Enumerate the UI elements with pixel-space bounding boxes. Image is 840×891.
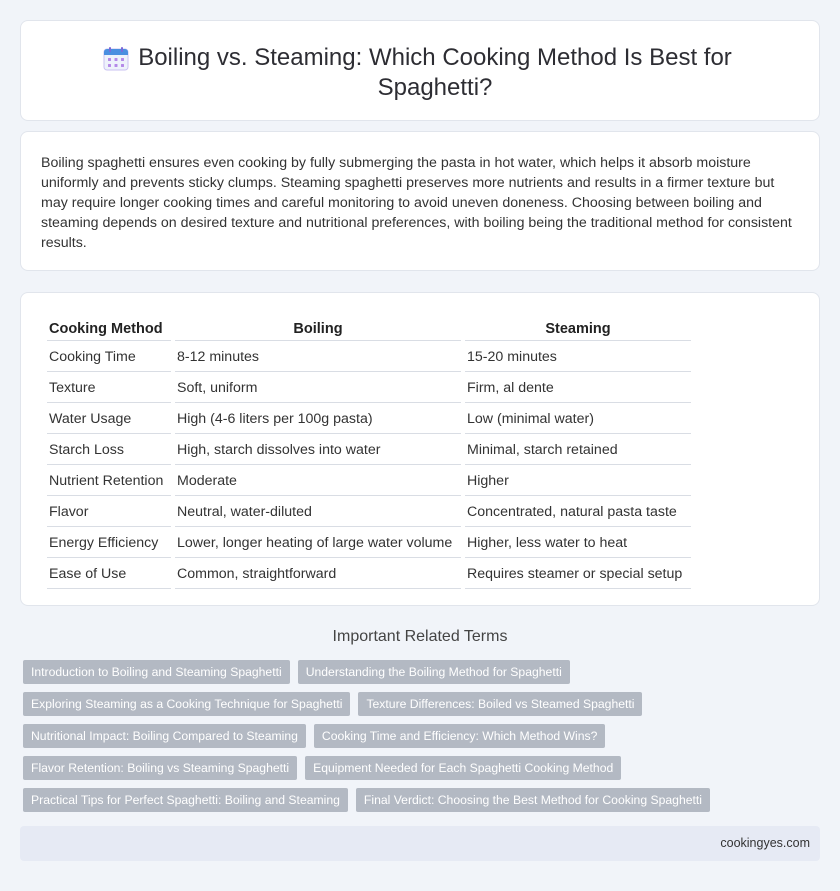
title-card bbox=[20, 20, 820, 121]
related-term-tag[interactable]: Cooking Time and Efficiency: Which Method Wins? bbox=[314, 724, 605, 748]
table-cell: Minimal, starch retained bbox=[465, 436, 691, 465]
summary-card bbox=[20, 131, 820, 271]
table-header-method: Cooking Method bbox=[47, 317, 171, 341]
table-cell: 15-20 minutes bbox=[465, 343, 691, 372]
table-cell: Texture bbox=[47, 374, 171, 403]
related-term-tag[interactable]: Final Verdict: Choosing the Best Method for Cooking Spaghetti bbox=[356, 788, 710, 812]
table-cell: Starch Loss bbox=[47, 436, 171, 465]
related-term-tag[interactable]: Texture Differences: Boiled vs Steamed Spaghetti bbox=[358, 692, 642, 716]
table-cell: Higher, less water to heat bbox=[465, 529, 691, 558]
related-term-tag[interactable]: Introduction to Boiling and Steaming Spaghetti bbox=[23, 660, 290, 684]
table-cell: Water Usage bbox=[47, 405, 171, 434]
related-term-tag[interactable]: Flavor Retention: Boiling vs Steaming Spaghetti bbox=[23, 756, 297, 780]
table-cell: 8-12 minutes bbox=[175, 343, 461, 372]
related-term-tag[interactable]: Understanding the Boiling Method for Spaghetti bbox=[298, 660, 570, 684]
table-row bbox=[47, 374, 691, 403]
table-cell: Lower, longer heating of large water volume bbox=[175, 529, 461, 558]
table-row bbox=[47, 436, 691, 465]
related-term-tag[interactable]: Exploring Steaming as a Cooking Technique for Spaghetti bbox=[23, 692, 350, 716]
table-cell: Low (minimal water) bbox=[465, 405, 691, 434]
table-cell: Moderate bbox=[175, 467, 461, 496]
page-title: Boiling vs. Steaming: Which Cooking Method Is Best for Spaghetti? bbox=[138, 44, 732, 101]
comparison-table-card bbox=[20, 292, 820, 606]
table-cell: Concentrated, natural pasta taste bbox=[465, 498, 691, 527]
table-header-row bbox=[47, 317, 691, 341]
table-cell: Soft, uniform bbox=[175, 374, 461, 403]
related-term-tag[interactable]: Equipment Needed for Each Spaghetti Cooking Method bbox=[305, 756, 621, 780]
table-cell: High (4-6 liters per 100g pasta) bbox=[175, 405, 461, 434]
comparison-table bbox=[43, 315, 695, 591]
table-row bbox=[47, 560, 691, 589]
table-cell: High, starch dissolves into water bbox=[175, 436, 461, 465]
table-cell: Nutrient Retention bbox=[47, 467, 171, 496]
table-cell: Common, straightforward bbox=[175, 560, 461, 589]
table-cell: Flavor bbox=[47, 498, 171, 527]
summary-text: Boiling spaghetti ensures even cooking by fully submerging the pasta in hot water, which helps it absorb moisture uniformly and prevents sticky clumps. Steaming spaghetti preserves more nutrients and results in a firmer texture but may require longer cooking times and careful monitoring to avoid uneven doneness. Choosing between boiling and steaming depends on desired texture and nutritional preferences, with boiling being the traditional method for consistent results. bbox=[41, 155, 792, 251]
table-row bbox=[47, 343, 691, 372]
related-term-tag[interactable]: Nutritional Impact: Boiling Compared to Steaming bbox=[23, 724, 306, 748]
table-cell: Neutral, water-diluted bbox=[175, 498, 461, 527]
footer-bar bbox=[20, 826, 820, 861]
table-cell: Ease of Use bbox=[47, 560, 171, 589]
related-term-tag[interactable]: Practical Tips for Perfect Spaghetti: Boiling and Steaming bbox=[23, 788, 348, 812]
table-row bbox=[47, 405, 691, 434]
table-cell: Higher bbox=[465, 467, 691, 496]
related-terms-list bbox=[23, 660, 783, 820]
table-row bbox=[47, 529, 691, 558]
footer-site-link[interactable]: cookingyes.com bbox=[720, 836, 810, 850]
table-cell: Requires steamer or special setup bbox=[465, 560, 691, 589]
table-row bbox=[47, 467, 691, 496]
table-header-boiling: Boiling bbox=[175, 317, 461, 341]
related-terms-heading: Important Related Terms bbox=[332, 628, 508, 645]
table-header-steaming: Steaming bbox=[465, 317, 691, 341]
table-row bbox=[47, 498, 691, 527]
table-cell: Cooking Time bbox=[47, 343, 171, 372]
table-cell: Firm, al dente bbox=[465, 374, 691, 403]
table-cell: Energy Efficiency bbox=[47, 529, 171, 558]
